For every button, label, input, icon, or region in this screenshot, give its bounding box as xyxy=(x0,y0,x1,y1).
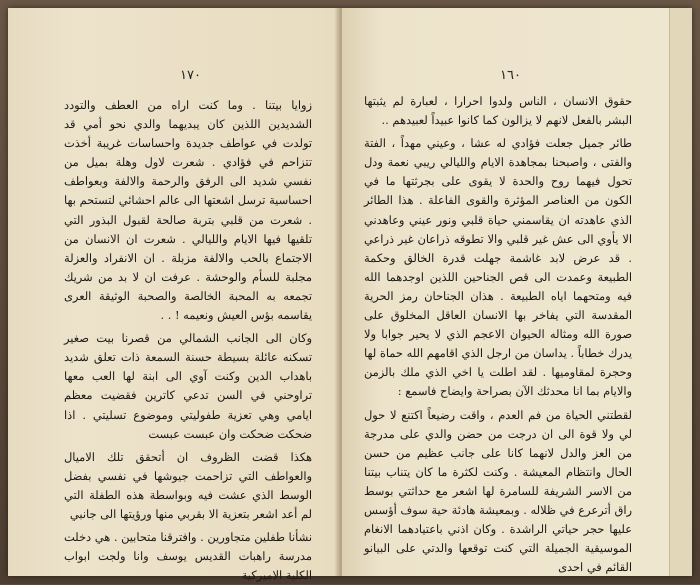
right-paragraph-3: لقطتني الحياة من فم العدم ، واقت رضيعاً اكتنع لا حول لي ولا قوة الى ان درجت من حضن والدي على مدرجة من العز والدل لانهما كانا على جانب عظيم من حسن الحال وانتظام المعيشة . وكنت لكثرة ما كان يتناب بيتنا من الاسر الشريفة للسامرة لها اشعر مع حداثتي بوسط راق أترعرع في ظلاله . وبمعيشة هادئة حية سوف أؤسس عليها حجر حياتي الراشدة . وكان اذني باعتيادهما الانغام الموسيقية الجميلة التي كنت توقعها والدتي على البيانو القائم في احدى xyxy=(364,407,632,575)
left-paragraph-3: هكذا قضت الظروف ان أتحقق تلك الاميال والعواطف التي تزاحمت جيوشها في نفسي بفضل الوسط الذي عشت فيه وبواسطة هذه الطفلة التي لم أعد اشعر بتعزية الا بقربي منها ورؤيتها الى جانبي xyxy=(64,449,312,521)
left-paragraph-1: زوايا بيتنا . وما كنت اراه من العطف والتودد الشديدين اللذين كان يبديهما والدي نحو أمي قد تولدت في عواطف جديدة واحساسات غريبة أخذت تتزاحم في فؤادي . شعرت لاول وهلة بميل من نفسي شديد الى الرفق والرحمة والالفة وبعواطف احساسية ترسل اشعتها الى عالم احشائي لتستحم بها . شعرت من قلبي بتربة صالحة لقبول البذور التي تلقيها فيها الايام والليالي . شعرت ان الانسان من الاجتماع بالحب والالفة مزبلة . ان الانفراد والعزلة مجلبة للسأم والوحشة . عرفت ان لا بد من شريك تجمعه به المحبة الخالصة والصحبة الوثيقة العرى يقاسمه بؤس العيش ونعيمه ! . . xyxy=(64,98,312,323)
right-page-number: ١٦٠ xyxy=(500,68,521,83)
page-edges xyxy=(669,8,692,576)
left-page-text xyxy=(64,96,312,585)
right-paragraph-1: حقوق الانسان ، الناس ولدوا احرارا ، لعبارة لم يثبتها البشر بالفعل لانهم لا يزالون كما كانوا عبيداً لعبيدهم .. xyxy=(364,94,632,128)
right-page-text xyxy=(364,92,632,577)
open-book xyxy=(8,8,692,583)
left-paragraph-4: نشأنا طفلين متجاورين . وافترقنا متحابين . هي دخلت مدرسة راهبات القديس يوسف وانا ولجت ابواب الكلية الاميركية xyxy=(64,530,312,583)
left-paragraph-2: وكان الى الجانب الشمالي من قصرنا بيت صغير تسكنه عائلة بسيطة حسنة السمعة ذات تعلق شديد باهداب الدين وكنت آوي الى ابنة لها العب معها تراوحني في السن تدعي كاترين فقضيت معظم ايامي وهي تعزية طفوليتي وموضوع تسليتي . اذا ضحكت ضحكت وان عبست عبست xyxy=(64,331,312,441)
left-page xyxy=(8,8,341,583)
right-paragraph-2: طائر جميل جعلت فؤادي له عشا ، وعيني مهداً ، الفتة والفتى ، واصبحنا بمجاهدة الايام والليالي ريبي نعمة ودل تحول فيهما روح والحدة لا يقوى على بجرثتها ما في الكون من العناصر المؤثرة والقوى الفاعلة . هذا الطائر الذي عاهدته ان يقاسمني حياة قلبي ونور عيني وعاهدني الا يأوي الى عش غير قلبي والا تطوقه ذراعان غير ذراعي . قد عرض لابد غاشمة جهلت قدرة الخالق وحكمة الطبيعة وعمدت الى قص الجناحين اللذين اوجدهما الله فيه ومتحهما اياه الطبيعة . هذان الجناحان رمز الحرية المقدسة التي يفاخر بها الانسان العاقل المخلوق على صورة الله ومثاله الحيوان الاعجم الذي لا يحير جوابا ولا يدرك خطاباً . يداسان من ارجل الذي اقامهم الله حماة لها وحجرة لمقاوميها . لقد اطلت يا اخي الذي ملك بالزمن والايام بما انا محدثك الآن بصراحة وايضاح فاسمع : xyxy=(364,136,632,399)
left-page-number: ١٧٠ xyxy=(180,68,201,83)
right-page xyxy=(342,8,670,576)
